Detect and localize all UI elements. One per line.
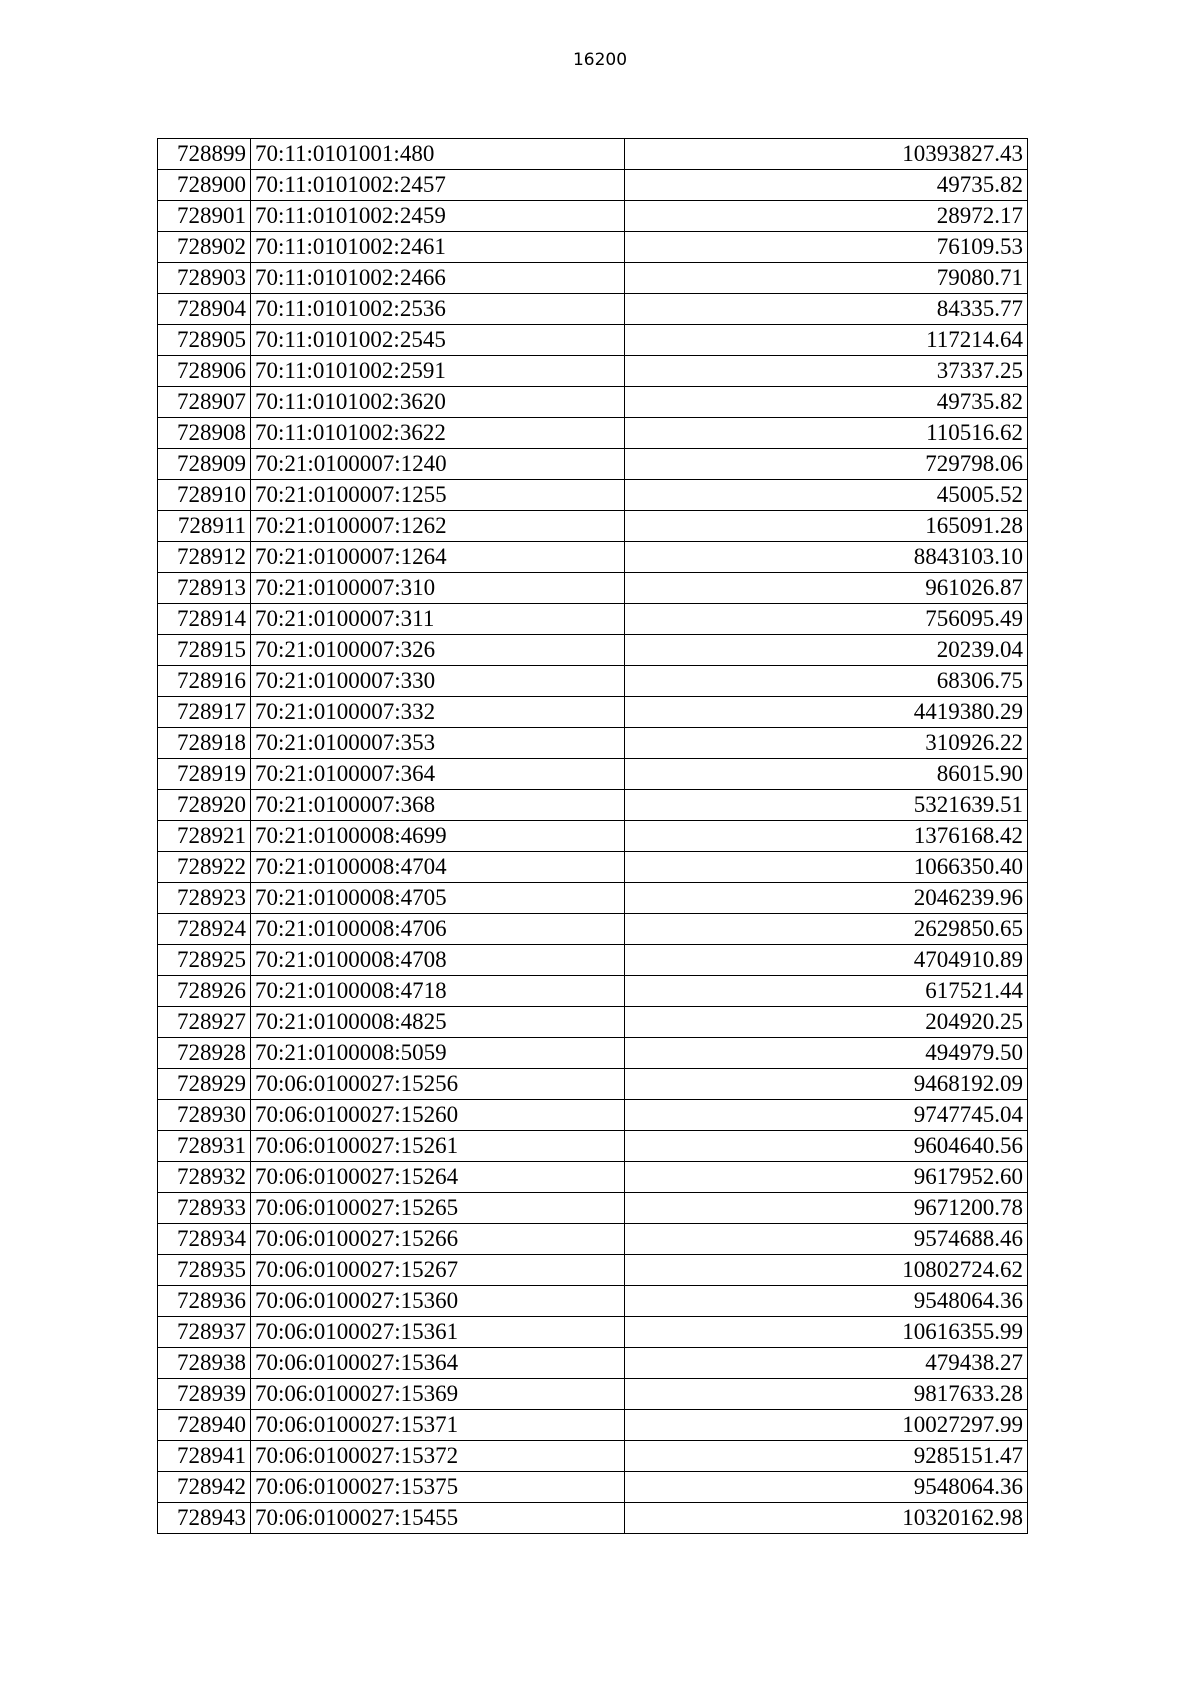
row-number-cell: 728927 [158, 1007, 251, 1038]
page-number: 16200 [572, 50, 628, 70]
table-row [158, 573, 1028, 604]
cadastral-value-cell: 756095.49 [625, 604, 1028, 635]
cadastral-value-cell: 86015.90 [625, 759, 1028, 790]
cadastral-value-cell: 9617952.60 [625, 1162, 1028, 1193]
cadastral-value-cell: 28972.17 [625, 201, 1028, 232]
registry-table [157, 138, 1028, 1534]
cadastral-number-cell: 70:21:0100008:4825 [251, 1007, 625, 1038]
cadastral-number-cell: 70:21:0100007:1264 [251, 542, 625, 573]
cadastral-number-cell: 70:21:0100007:330 [251, 666, 625, 697]
row-number-cell: 728914 [158, 604, 251, 635]
cadastral-number-cell: 70:06:0100027:15455 [251, 1503, 625, 1534]
cadastral-number-cell: 70:21:0100007:311 [251, 604, 625, 635]
row-number-cell: 728917 [158, 697, 251, 728]
table-row [158, 1038, 1028, 1069]
cadastral-value-cell: 9548064.36 [625, 1286, 1028, 1317]
table-row [158, 1100, 1028, 1131]
table-row [158, 294, 1028, 325]
table-row [158, 604, 1028, 635]
cadastral-value-cell: 4419380.29 [625, 697, 1028, 728]
row-number-cell: 728934 [158, 1224, 251, 1255]
table-row [158, 263, 1028, 294]
row-number-cell: 728942 [158, 1472, 251, 1503]
table-row [158, 1131, 1028, 1162]
table-row [158, 511, 1028, 542]
cadastral-value-cell: 4704910.89 [625, 945, 1028, 976]
row-number-cell: 728918 [158, 728, 251, 759]
cadastral-number-cell: 70:21:0100007:1240 [251, 449, 625, 480]
row-number-cell: 728899 [158, 139, 251, 170]
cadastral-value-cell: 49735.82 [625, 387, 1028, 418]
row-number-cell: 728902 [158, 232, 251, 263]
cadastral-value-cell: 310926.22 [625, 728, 1028, 759]
cadastral-value-cell: 9604640.56 [625, 1131, 1028, 1162]
row-number-cell: 728906 [158, 356, 251, 387]
row-number-cell: 728933 [158, 1193, 251, 1224]
cadastral-number-cell: 70:11:0101002:2591 [251, 356, 625, 387]
cadastral-number-cell: 70:21:0100007:368 [251, 790, 625, 821]
cadastral-value-cell: 165091.28 [625, 511, 1028, 542]
row-number-cell: 728913 [158, 573, 251, 604]
cadastral-value-cell: 10027297.99 [625, 1410, 1028, 1441]
row-number-cell: 728921 [158, 821, 251, 852]
cadastral-value-cell: 2046239.96 [625, 883, 1028, 914]
cadastral-number-cell: 70:11:0101002:3622 [251, 418, 625, 449]
cadastral-number-cell: 70:06:0100027:15267 [251, 1255, 625, 1286]
cadastral-value-cell: 9285151.47 [625, 1441, 1028, 1472]
cadastral-value-cell: 729798.06 [625, 449, 1028, 480]
cadastral-value-cell: 9747745.04 [625, 1100, 1028, 1131]
table-row [158, 790, 1028, 821]
cadastral-value-cell: 204920.25 [625, 1007, 1028, 1038]
table-row [158, 1317, 1028, 1348]
table-row [158, 728, 1028, 759]
table-row [158, 1441, 1028, 1472]
table-row [158, 1379, 1028, 1410]
table-row [158, 449, 1028, 480]
cadastral-number-cell: 70:06:0100027:15364 [251, 1348, 625, 1379]
row-number-cell: 728939 [158, 1379, 251, 1410]
cadastral-number-cell: 70:06:0100027:15371 [251, 1410, 625, 1441]
cadastral-number-cell: 70:06:0100027:15260 [251, 1100, 625, 1131]
row-number-cell: 728928 [158, 1038, 251, 1069]
row-number-cell: 728920 [158, 790, 251, 821]
table-row [158, 635, 1028, 666]
cadastral-number-cell: 70:06:0100027:15264 [251, 1162, 625, 1193]
table-row [158, 1410, 1028, 1441]
row-number-cell: 728938 [158, 1348, 251, 1379]
row-number-cell: 728926 [158, 976, 251, 1007]
cadastral-number-cell: 70:06:0100027:15256 [251, 1069, 625, 1100]
row-number-cell: 728929 [158, 1069, 251, 1100]
cadastral-value-cell: 10616355.99 [625, 1317, 1028, 1348]
row-number-cell: 728935 [158, 1255, 251, 1286]
table-row [158, 1255, 1028, 1286]
cadastral-value-cell: 1376168.42 [625, 821, 1028, 852]
cadastral-value-cell: 2629850.65 [625, 914, 1028, 945]
table-row [158, 759, 1028, 790]
table-row [158, 697, 1028, 728]
cadastral-number-cell: 70:21:0100007:310 [251, 573, 625, 604]
cadastral-number-cell: 70:11:0101002:2459 [251, 201, 625, 232]
table-row [158, 666, 1028, 697]
cadastral-value-cell: 494979.50 [625, 1038, 1028, 1069]
cadastral-number-cell: 70:06:0100027:15266 [251, 1224, 625, 1255]
table-row [158, 1007, 1028, 1038]
row-number-cell: 728908 [158, 418, 251, 449]
cadastral-value-cell: 117214.64 [625, 325, 1028, 356]
cadastral-number-cell: 70:21:0100008:4708 [251, 945, 625, 976]
cadastral-number-cell: 70:11:0101002:2545 [251, 325, 625, 356]
row-number-cell: 728910 [158, 480, 251, 511]
cadastral-number-cell: 70:21:0100007:353 [251, 728, 625, 759]
table-row [158, 139, 1028, 170]
cadastral-value-cell: 5321639.51 [625, 790, 1028, 821]
cadastral-value-cell: 110516.62 [625, 418, 1028, 449]
cadastral-number-cell: 70:21:0100008:4705 [251, 883, 625, 914]
table-row [158, 852, 1028, 883]
cadastral-number-cell: 70:06:0100027:15369 [251, 1379, 625, 1410]
row-number-cell: 728937 [158, 1317, 251, 1348]
table-row [158, 821, 1028, 852]
row-number-cell: 728912 [158, 542, 251, 573]
table-row [158, 325, 1028, 356]
table-row [158, 1472, 1028, 1503]
cadastral-number-cell: 70:21:0100007:326 [251, 635, 625, 666]
cadastral-number-cell: 70:21:0100007:332 [251, 697, 625, 728]
table-row [158, 1503, 1028, 1534]
row-number-cell: 728909 [158, 449, 251, 480]
cadastral-number-cell: 70:06:0100027:15360 [251, 1286, 625, 1317]
row-number-cell: 728940 [158, 1410, 251, 1441]
row-number-cell: 728923 [158, 883, 251, 914]
cadastral-value-cell: 10393827.43 [625, 139, 1028, 170]
cadastral-value-cell: 9817633.28 [625, 1379, 1028, 1410]
cadastral-number-cell: 70:21:0100007:1262 [251, 511, 625, 542]
row-number-cell: 728930 [158, 1100, 251, 1131]
row-number-cell: 728904 [158, 294, 251, 325]
cadastral-value-cell: 79080.71 [625, 263, 1028, 294]
cadastral-value-cell: 49735.82 [625, 170, 1028, 201]
cadastral-number-cell: 70:06:0100027:15261 [251, 1131, 625, 1162]
table-row [158, 914, 1028, 945]
row-number-cell: 728936 [158, 1286, 251, 1317]
row-number-cell: 728916 [158, 666, 251, 697]
cadastral-value-cell: 10320162.98 [625, 1503, 1028, 1534]
row-number-cell: 728901 [158, 201, 251, 232]
cadastral-value-cell: 9548064.36 [625, 1472, 1028, 1503]
cadastral-number-cell: 70:21:0100008:4706 [251, 914, 625, 945]
table-row [158, 1348, 1028, 1379]
table-row [158, 945, 1028, 976]
row-number-cell: 728911 [158, 511, 251, 542]
cadastral-value-cell: 76109.53 [625, 232, 1028, 263]
cadastral-number-cell: 70:21:0100008:4699 [251, 821, 625, 852]
table-row [158, 976, 1028, 1007]
row-number-cell: 728941 [158, 1441, 251, 1472]
cadastral-value-cell: 961026.87 [625, 573, 1028, 604]
row-number-cell: 728915 [158, 635, 251, 666]
cadastral-value-cell: 84335.77 [625, 294, 1028, 325]
row-number-cell: 728905 [158, 325, 251, 356]
cadastral-number-cell: 70:21:0100008:5059 [251, 1038, 625, 1069]
cadastral-value-cell: 8843103.10 [625, 542, 1028, 573]
cadastral-value-cell: 68306.75 [625, 666, 1028, 697]
cadastral-value-cell: 37337.25 [625, 356, 1028, 387]
cadastral-number-cell: 70:06:0100027:15375 [251, 1472, 625, 1503]
cadastral-value-cell: 479438.27 [625, 1348, 1028, 1379]
table-row [158, 480, 1028, 511]
table-row [158, 1162, 1028, 1193]
row-number-cell: 728932 [158, 1162, 251, 1193]
cadastral-number-cell: 70:11:0101002:3620 [251, 387, 625, 418]
table-row [158, 542, 1028, 573]
row-number-cell: 728919 [158, 759, 251, 790]
table-row [158, 170, 1028, 201]
table-row [158, 883, 1028, 914]
table-row [158, 1286, 1028, 1317]
cadastral-number-cell: 70:11:0101002:2457 [251, 170, 625, 201]
row-number-cell: 728900 [158, 170, 251, 201]
cadastral-number-cell: 70:21:0100008:4718 [251, 976, 625, 1007]
cadastral-number-cell: 70:11:0101001:480 [251, 139, 625, 170]
row-number-cell: 728907 [158, 387, 251, 418]
table-row [158, 201, 1028, 232]
row-number-cell: 728925 [158, 945, 251, 976]
cadastral-value-cell: 10802724.62 [625, 1255, 1028, 1286]
table-row [158, 356, 1028, 387]
table-row [158, 1069, 1028, 1100]
row-number-cell: 728943 [158, 1503, 251, 1534]
table-body [158, 139, 1028, 1534]
cadastral-number-cell: 70:06:0100027:15361 [251, 1317, 625, 1348]
cadastral-number-cell: 70:21:0100007:1255 [251, 480, 625, 511]
cadastral-number-cell: 70:11:0101002:2461 [251, 232, 625, 263]
row-number-cell: 728924 [158, 914, 251, 945]
row-number-cell: 728903 [158, 263, 251, 294]
row-number-cell: 728931 [158, 1131, 251, 1162]
table-row [158, 232, 1028, 263]
cadastral-value-cell: 1066350.40 [625, 852, 1028, 883]
cadastral-number-cell: 70:21:0100008:4704 [251, 852, 625, 883]
cadastral-number-cell: 70:21:0100007:364 [251, 759, 625, 790]
cadastral-number-cell: 70:06:0100027:15372 [251, 1441, 625, 1472]
row-number-cell: 728922 [158, 852, 251, 883]
cadastral-number-cell: 70:06:0100027:15265 [251, 1193, 625, 1224]
cadastral-value-cell: 9574688.46 [625, 1224, 1028, 1255]
table-row [158, 387, 1028, 418]
cadastral-value-cell: 617521.44 [625, 976, 1028, 1007]
cadastral-value-cell: 9671200.78 [625, 1193, 1028, 1224]
table-row [158, 1193, 1028, 1224]
cadastral-value-cell: 20239.04 [625, 635, 1028, 666]
cadastral-number-cell: 70:11:0101002:2536 [251, 294, 625, 325]
cadastral-value-cell: 9468192.09 [625, 1069, 1028, 1100]
table-row [158, 418, 1028, 449]
cadastral-number-cell: 70:11:0101002:2466 [251, 263, 625, 294]
table-row [158, 1224, 1028, 1255]
cadastral-value-cell: 45005.52 [625, 480, 1028, 511]
